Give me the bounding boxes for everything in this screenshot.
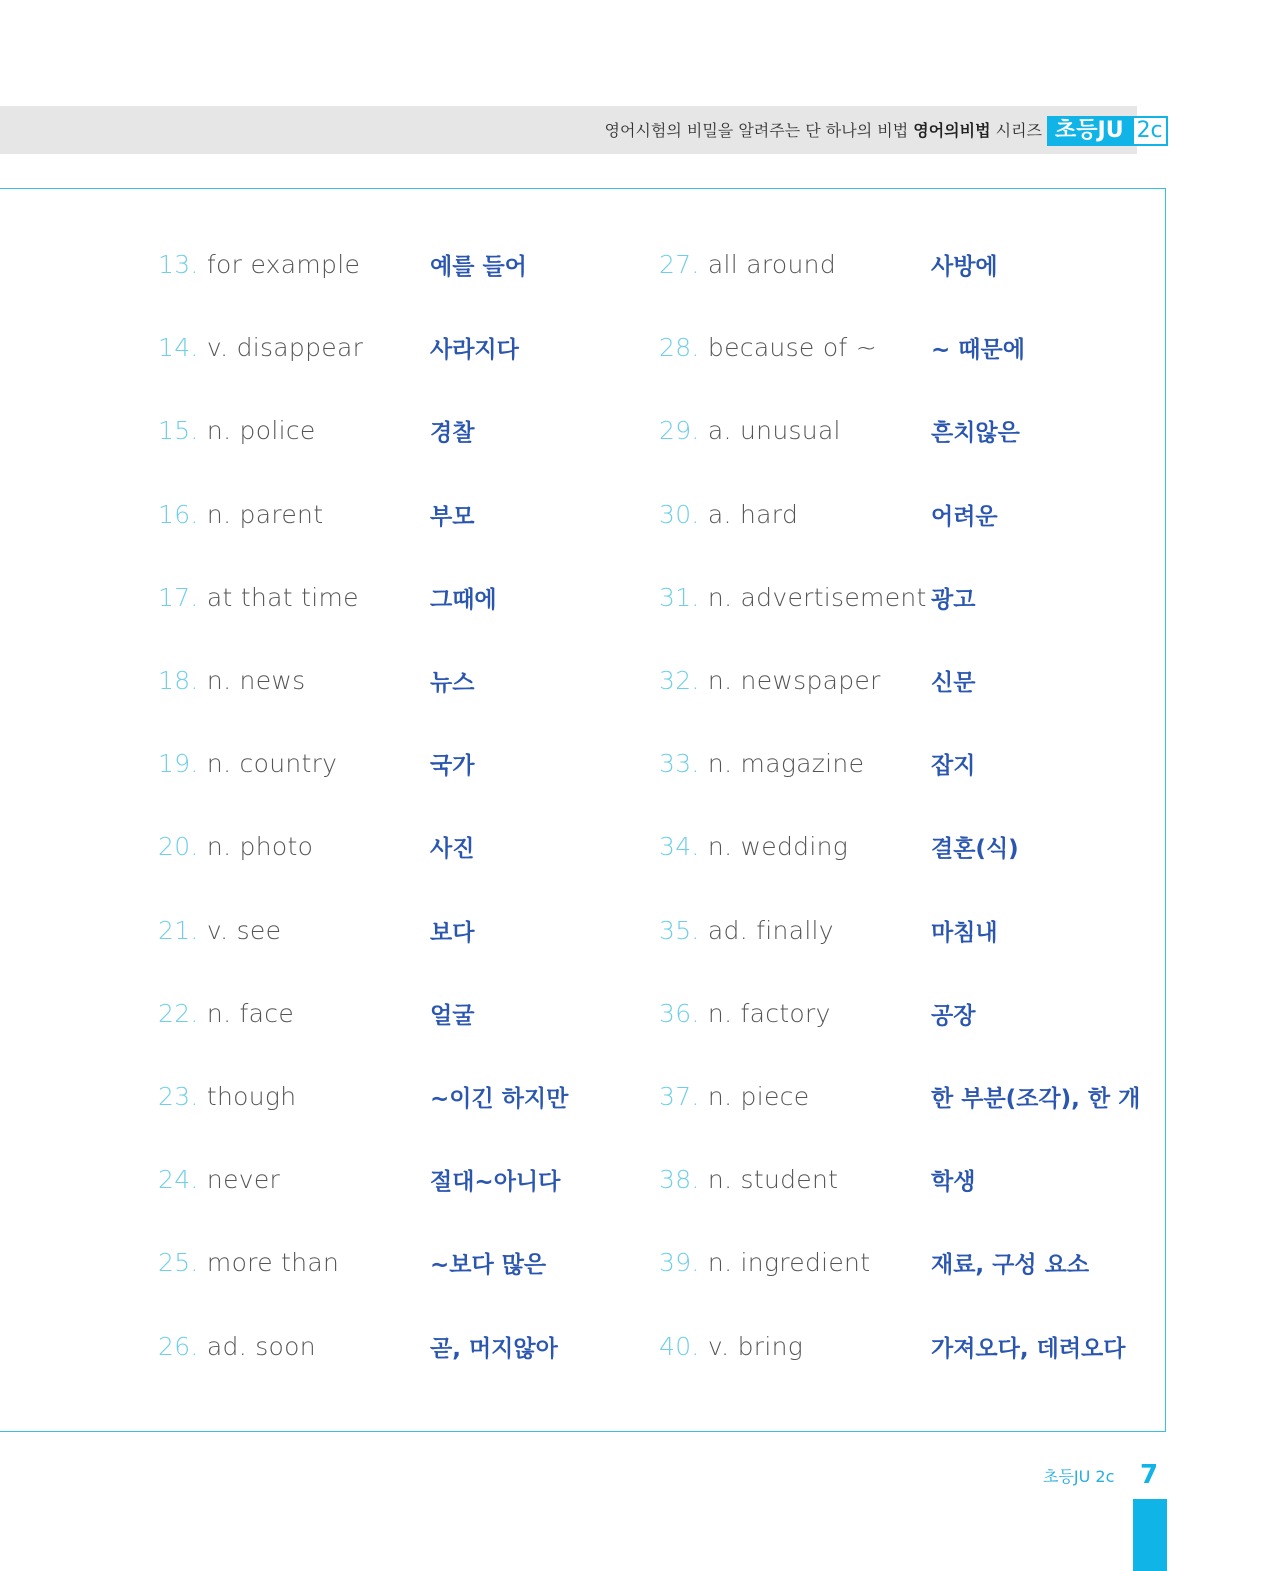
vocab-number: 29. [659, 416, 700, 446]
vocab-number: 27. [659, 250, 700, 279]
vocab-term-text: v. disappear [206, 333, 364, 363]
vocab-term [659, 333, 877, 362]
vocab-meaning: 얼굴 [430, 1002, 475, 1029]
vocab-term [158, 1248, 339, 1277]
vocab-term [659, 832, 848, 861]
vocab-term-text: never [206, 1165, 281, 1195]
vocab-number: 28. [659, 333, 700, 363]
vocab-number: 16. [158, 499, 199, 529]
vocab-term [158, 1082, 296, 1111]
vocab-meaning: 부모 [430, 503, 475, 530]
vocab-term-text: a. unusual [707, 416, 841, 446]
vocab-meaning: 곧, 머지않아 [430, 1335, 558, 1362]
page-number: 7 [1140, 1460, 1159, 1490]
vocab-term [659, 1082, 809, 1111]
vocab-meaning: 잡지 [931, 753, 976, 780]
vocab-term [659, 999, 831, 1028]
vocab-meaning: 사진 [430, 836, 475, 863]
vocab-number: 30. [659, 499, 700, 529]
vocab-term [158, 1332, 316, 1361]
vocab-term [158, 416, 316, 445]
vocab-number: 37. [659, 1082, 700, 1111]
vocab-meaning: 사라지다 [430, 337, 519, 364]
vocab-meaning: 신문 [931, 670, 976, 696]
vocab-meaning: 경찰 [430, 420, 475, 447]
vocab-term [659, 250, 836, 279]
vocab-term [659, 500, 798, 529]
vocab-meaning: 예를 들어 [430, 254, 527, 280]
vocab-term-text: all around [707, 250, 836, 279]
vocab-term-text: n. ingredient [707, 1248, 871, 1278]
series-text-bold: 영어의비법 [913, 121, 991, 140]
vocab-meaning: 뉴스 [430, 670, 475, 696]
vocab-meaning: 재료, 구성 요소 [931, 1252, 1090, 1279]
vocab-meaning: 학생 [931, 1169, 976, 1196]
series-text-pre: 영어시험의 비밀을 알려주는 단 하나의 비법 [604, 121, 909, 140]
vocab-number: 19. [158, 749, 199, 779]
vocab-number: 36. [659, 998, 700, 1028]
vocab-term [659, 583, 927, 612]
vocab-meaning: 사방에 [931, 254, 998, 280]
vocab-number: 38. [659, 1165, 700, 1195]
vocab-term-text: though [206, 1082, 297, 1111]
vocab-term-text: v. bring [707, 1331, 804, 1361]
vocab-number: 35. [659, 915, 700, 945]
vocab-term [659, 1332, 803, 1361]
vocab-term-text: n. face [206, 998, 295, 1028]
vocab-term-text: n. country [206, 749, 338, 779]
vocab-term-text: n. news [206, 666, 306, 695]
vocab-meaning: ~보다 많은 [430, 1252, 547, 1279]
vocab-meaning: ~ 때문에 [931, 337, 1025, 364]
vocab-meaning: 가져오다, 데려오다 [931, 1335, 1126, 1362]
vocab-meaning: 광고 [931, 586, 976, 613]
vocab-number: 39. [659, 1248, 700, 1278]
vocab-number: 34. [659, 832, 700, 862]
vocab-meaning: 공장 [931, 1002, 976, 1029]
vocab-meaning: 어려운 [931, 503, 998, 530]
vocab-meaning: 흔치않은 [931, 420, 1020, 447]
vocab-number: 40. [659, 1331, 700, 1361]
vocab-term-text: for example [206, 250, 361, 279]
brand-badge [1047, 116, 1168, 146]
vocab-number: 23. [158, 1082, 199, 1111]
vocab-term [659, 416, 841, 445]
vocab-term-text: ad. soon [206, 1331, 316, 1361]
vocab-term [158, 832, 313, 861]
vocab-meaning: 결혼(식) [931, 836, 1019, 863]
vocab-term [158, 500, 323, 529]
vocab-number: 32. [659, 666, 700, 695]
vocab-number: 13. [158, 250, 199, 279]
vocab-term-text: n. student [707, 1165, 839, 1195]
footer-label: 초등JU 2c [1043, 1467, 1115, 1486]
series-title [605, 118, 1042, 141]
vocab-term [158, 1165, 280, 1194]
vocab-term [659, 916, 834, 945]
vocab-term [158, 333, 363, 362]
vocab-term-text: n. magazine [707, 749, 865, 779]
vocab-term [659, 1248, 870, 1277]
vocab-number: 15. [158, 416, 199, 446]
vocab-term [659, 666, 881, 695]
vocab-term [158, 916, 281, 945]
vocab-number: 18. [158, 666, 199, 695]
vocab-term-text: because of ~ [707, 333, 878, 363]
vocab-meaning: 마침내 [931, 919, 998, 946]
vocab-term [158, 999, 294, 1028]
vocab-number: 21. [158, 915, 199, 945]
vocab-number: 20. [158, 832, 199, 862]
vocab-term [158, 749, 337, 778]
vocab-number: 17. [158, 582, 199, 612]
vocab-meaning: 국가 [430, 753, 475, 780]
vocab-term [158, 250, 360, 279]
vocab-term-text: more than [206, 1248, 340, 1278]
vocab-term [158, 583, 359, 612]
vocab-meaning: 그때에 [430, 586, 497, 613]
vocab-number: 24. [158, 1165, 199, 1195]
vocab-term-text: v. see [206, 915, 282, 945]
series-text-post: 시리즈 [995, 121, 1042, 140]
vocab-number: 31. [659, 582, 700, 612]
vocab-number: 22. [158, 998, 199, 1028]
vocab-term-text: n. factory [707, 998, 831, 1028]
vocab-number: 33. [659, 749, 700, 779]
vocab-term-text: ad. finally [707, 915, 834, 945]
vocab-term-text: n. police [206, 416, 316, 446]
vocab-number: 26. [158, 1331, 199, 1361]
vocab-term-text: a. hard [707, 499, 799, 529]
vocab-number: 25. [158, 1248, 199, 1278]
vocab-term [158, 666, 305, 695]
brand-level: 2c [1132, 116, 1168, 146]
vocab-term-text: n. piece [707, 1082, 810, 1111]
vocab-term-text: at that time [206, 582, 359, 612]
vocab-meaning: 한 부분(조각), 한 개 [931, 1086, 1141, 1112]
vocab-meaning: 절대~아니다 [430, 1169, 561, 1196]
vocab-term-text: n. photo [206, 832, 314, 862]
vocab-number: 14. [158, 333, 199, 363]
vocabulary-box [0, 188, 1166, 1432]
vocab-meaning: 보다 [430, 919, 475, 946]
vocab-term-text: n. wedding [707, 832, 849, 862]
vocab-meaning: ~이긴 하지만 [430, 1086, 569, 1112]
vocab-term [659, 749, 864, 778]
vocab-term-text: n. advertisement [707, 582, 927, 612]
vocab-term-text: n. parent [206, 499, 324, 529]
brand-main: 초등JU [1047, 116, 1132, 146]
page-tab [1133, 1499, 1167, 1571]
vocab-term [659, 1165, 838, 1194]
vocab-term-text: n. newspaper [707, 666, 881, 695]
